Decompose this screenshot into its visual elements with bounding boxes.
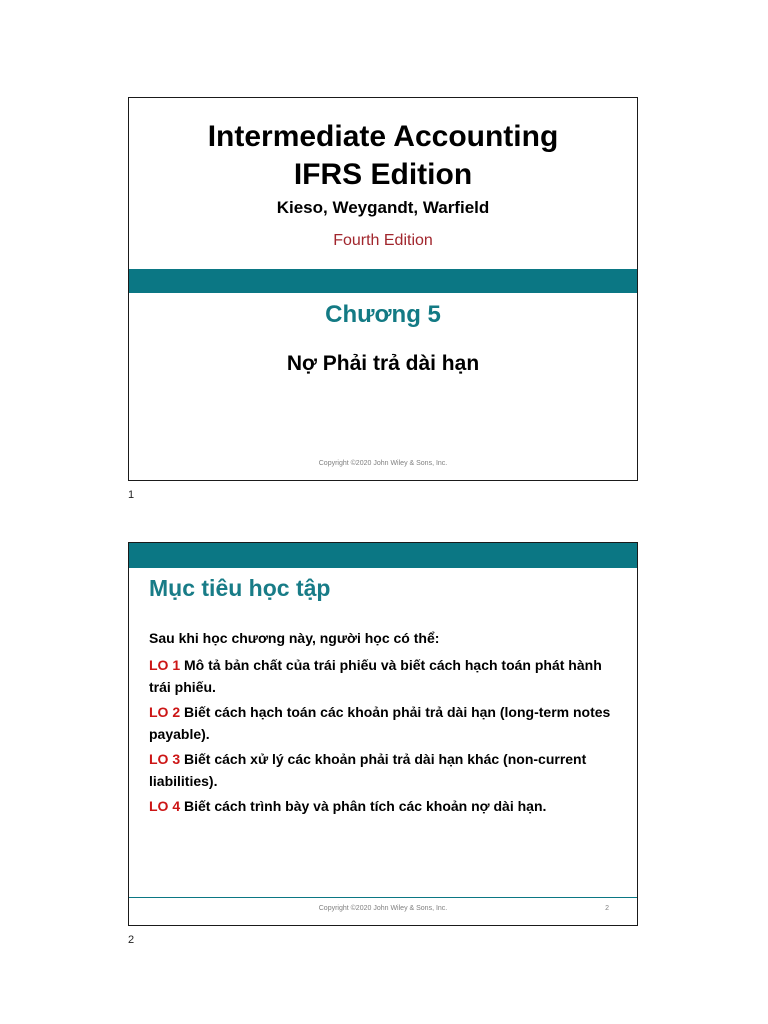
chapter-label: Chương 5 [325,301,441,328]
lo-text: Biết cách xử lý các khoản phải trả dài hạn khác (non-current liabilities). [149,751,587,789]
objective-item [149,701,611,745]
lo-label: LO 4 [149,798,181,814]
lo-label: LO 1 [149,657,181,673]
teal-band [129,543,637,568]
lo-text: Mô tả bản chất của trái phiếu và biết cách hạch toán phát hành trái phiếu. [149,657,602,695]
book-title-line2: IFRS Edition [293,158,473,191]
chapter-subtitle: Nợ Phải trả dài hạn [286,352,480,375]
teal-band [129,269,637,293]
slide-objectives [128,542,638,926]
book-title-line1: Intermediate Accounting [207,120,559,153]
page-number: 1 [128,489,135,501]
intro-text: Sau khi học chương này, người học có thể: [149,630,440,646]
footer-divider [129,897,637,898]
lo-label: LO 3 [149,751,181,767]
copyright: Copyright ©2020 John Wiley & Sons, Inc. [318,905,448,912]
objective-item [149,654,611,698]
edition: Fourth Edition [333,232,433,249]
slide-title: Mục tiêu học tập [149,575,331,601]
objectives-list [149,627,611,820]
lo-label: LO 2 [149,704,181,720]
lo-text: Biết cách hạch toán các khoản phải trả dài hạn (long-term notes payable). [149,704,611,742]
slide-number: 2 [605,905,609,912]
lo-text: Biết cách trình bày và phân tích các khoản nợ dài hạn. [184,798,547,814]
copyright: Copyright ©2020 John Wiley & Sons, Inc. [318,460,448,467]
authors: Kieso, Weygandt, Warfield [276,198,490,217]
book-title [129,118,637,194]
page-number: 2 [128,934,135,946]
objective-item [149,795,611,817]
slide-title [128,97,638,481]
objective-item [149,748,611,792]
